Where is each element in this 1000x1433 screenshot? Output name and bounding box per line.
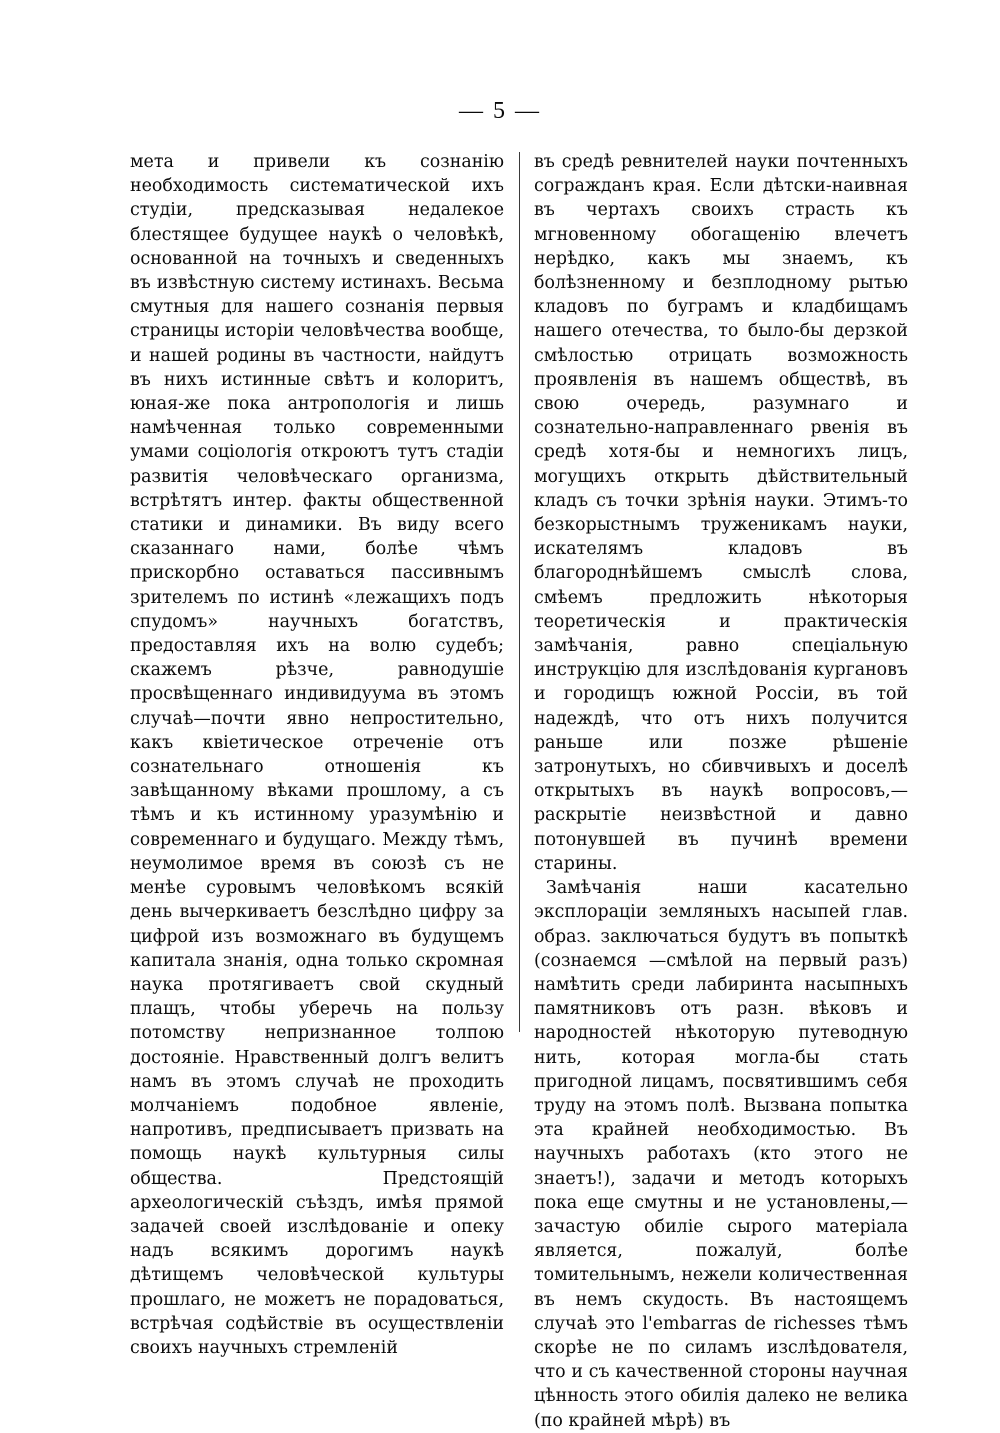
page-number: — 5 — bbox=[459, 98, 541, 124]
right-paragraph-1: въ средѣ ревнителей науки почтенныхъ согражданъ края. Если дѣтски-наивная въ чертахъ своихъ страсть къ мгновенному обогащенію влечетъ нерѣдко, какъ мы знаемъ, къ болѣзненному и безплодному рытью кладовъ по буграмъ и кладбищамъ нашего отечества, то было-бы дерзкой смѣлостью отрицать возможность проявленія въ нашемъ обществѣ, въ свою очередь, разумнаго и сознательно-направленнаго рвенія въ средѣ хотя-бы и немногихъ лицъ, могущихъ открыть дѣйствительный кладъ съ точки зрѣнія науки. Этимъ-то безкорыстнымъ труженикамъ науки, искателямъ кладовъ въ благороднѣйшемъ смыслѣ слова, смѣемъ предложить нѣкоторыя теоретическія и практическія замѣчанія, равно спеціальную инструкцію для изслѣдованія кургановъ и городищъ южной Россіи, въ той надеждѣ, что отъ нихъ получится раньше или позже рѣшеніе затронутыхъ, но сбивчивыхъ и доселѣ открытыхъ въ наукѣ вопросовъ,—раскрытіе неизвѣстной и давно потонувшей въ пучинѣ времени старины. bbox=[534, 152, 908, 874]
right-column bbox=[534, 150, 908, 1433]
column-divider bbox=[519, 152, 520, 1032]
left-paragraph-1: мета и привели къ сознанію необходимость систематической ихъ студіи, предсказывая недалекое блестящее будущее наукѣ о человѣкѣ, основанной на точныхъ и сведенныхъ въ извѣстную систему истинахъ. Весьма смутныя для нашего сознанія первыя страницы исторіи человѣчества вообще, и нашей родины въ частности, найдутъ въ нихъ истинные свѣтъ и колоритъ, юная-же пока антропологія и лишь намѣченная только современными умами соціологія откроютъ тутъ стадіи развитія человѣческаго организма, встрѣтятъ интер. факты общественной статики и динамики. Въ виду всего сказаннаго нами, болѣе чѣмъ прискорбно оставаться пассивнымъ зрителемъ по истинѣ «лежащихъ подъ спудомъ» научныхъ богатствъ, предоставляя ихъ на волю судебъ; скажемъ рѣзче, равнодушіе просвѣщеннаго индивидуума въ этомъ случаѣ—почти явно непростительно, какъ квіетическое отреченіе отъ сознательнаго отношенія къ завѣщанному вѣками прошлому, а съ тѣмъ и къ истинному уразумѣнію и современнаго и будущаго. Между тѣмъ, неумолимое время въ союзѣ съ не менѣе суровымъ человѣкомъ всякій день вычеркиваетъ безслѣдно цифру за цифрой изъ возможнаго въ будущемъ капитала знанія, одна только скромная наука протягиваетъ свой скудный плащъ, чтобы уберечь на пользу потомству непризнанное толпою достояніе. Нравственный долгъ велитъ намъ въ этомъ случаѣ не проходить молчаніемъ подобное явленіе, напротивъ, предписываетъ призвать на помощь наукѣ культурныя силы общества. Предстоящій археологическій съѣздъ, имѣя прямой задачей своей изслѣдованіе и опеку надъ всякимъ дорогимъ наукѣ дѣтищемъ человѣческой культуры прошлаго, не можетъ не порадоваться, встрѣчая содѣйствіе въ осуществленіи своихъ научныхъ стремленій bbox=[130, 152, 504, 1358]
right-paragraph-2: Замѣчанія наши касательно эксплораціи земляныхъ насыпей глав. образ. заключаться будутъ въ попыткѣ (сознаемся —смѣлой на первый разъ) намѣтить среди лабиринта насыпныхъ памятниковъ отъ разн. вѣковъ и народностей нѣкоторую путеводную нить, которая могла-бы стать пригодной лицамъ, посвятившимъ себя труду на этомъ полѣ. Вызвана попытка эта крайней необходимостью. Въ научныхъ работахъ (кто этого не знаетъ!), задачи и методъ которыхъ пока еще смутны и не установлены,—зачастую обиліе сырого матеріала является, пожалуй, болѣе томительнымъ, нежели количественная въ немъ скудость. Въ настоящемъ случаѣ это l'embarras de richesses тѣмъ скорѣе не по силамъ изслѣдователя, что и съ качественной стороны научная цѣнность этого обилія далеко не велика (по крайней мѣрѣ) въ bbox=[534, 878, 908, 1431]
left-column bbox=[130, 150, 504, 1360]
